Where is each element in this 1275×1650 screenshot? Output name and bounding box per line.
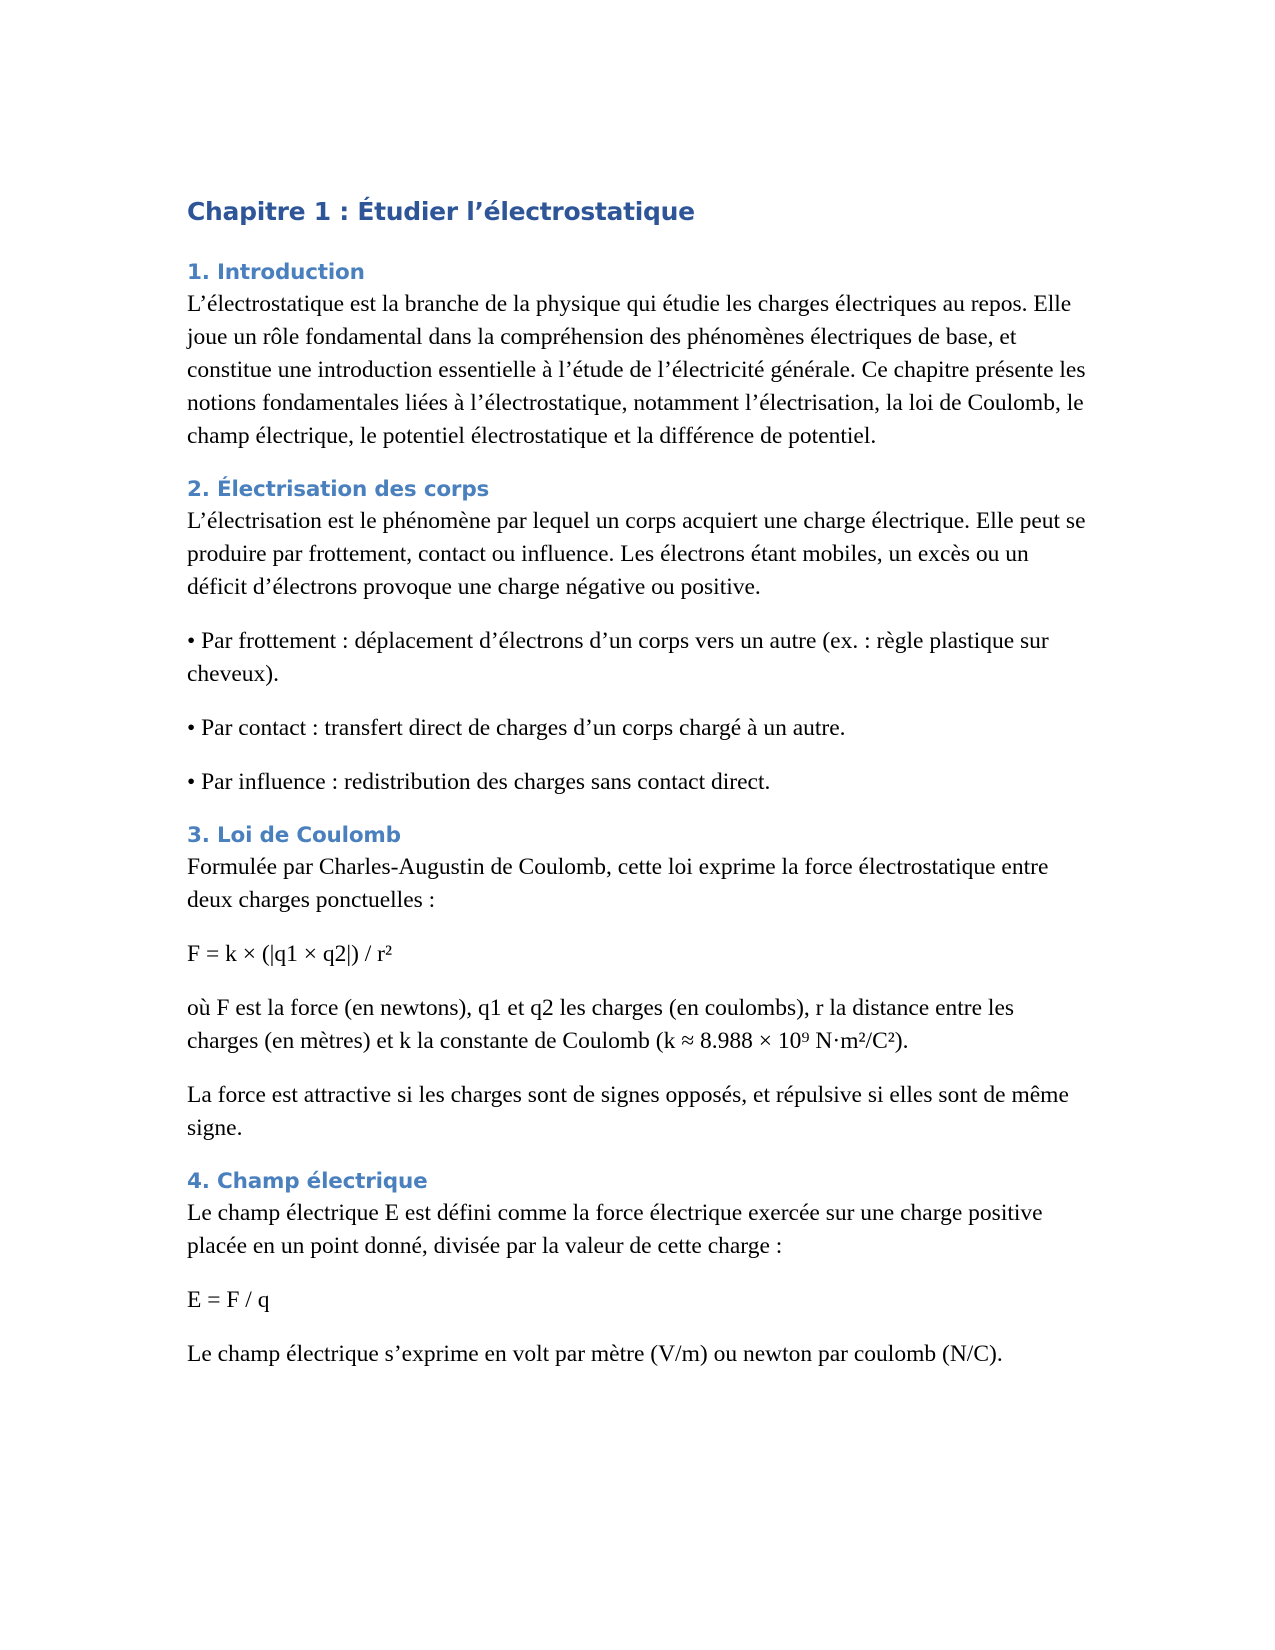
bullet-item: • Par influence : redistribution des charges sans contact direct.	[187, 769, 771, 795]
paragraph: Le champ électrique E est défini comme la force électrique exercée sur une charge positive placée en un point donné, divisée par la valeur de cette charge :	[187, 1200, 1043, 1259]
section-electrisation	[187, 474, 1087, 799]
paragraph: La force est attractive si les charges sont de signes opposés, et répulsive si elles sont de même signe.	[187, 1082, 1069, 1141]
paragraph: où F est la force (en newtons), q1 et q2 les charges (en coulombs), r la distance entre les charges (en mètres) et k la constante de Coulomb (k ≈ 8.988 × 10⁹ N·m²/C²).	[187, 995, 1015, 1054]
section-champ-electrique	[187, 1166, 1087, 1371]
section-introduction	[187, 257, 1087, 453]
formula: F = k × (|q1 × q2|) / r²	[187, 941, 393, 967]
section-heading: 3. Loi de Coulomb	[187, 823, 401, 848]
section-heading: 1. Introduction	[187, 260, 365, 285]
formula: E = F / q	[187, 1287, 270, 1313]
section-loi-de-coulomb	[187, 820, 1087, 1145]
bullet-item: • Par frottement : déplacement d’électrons d’un corps vers un autre (ex. : règle plastique sur cheveux).	[187, 628, 1049, 687]
section-heading: 2. Électrisation des corps	[187, 477, 490, 502]
section-heading: 4. Champ électrique	[187, 1169, 428, 1194]
paragraph: Formulée par Charles-Augustin de Coulomb, cette loi exprime la force électrostatique entre deux charges ponctuelles :	[187, 854, 1049, 913]
paragraph: L’électrisation est le phénomène par lequel un corps acquiert une charge électrique. Elle peut se produire par frottement, contact ou influence. Les électrons étant mobiles, un excès ou un déficit d’électrons provoque une charge négative ou positive.	[187, 508, 1086, 600]
bullet-item: • Par contact : transfert direct de charges d’un corps chargé à un autre.	[187, 715, 846, 741]
document-page	[187, 195, 1087, 1392]
chapter-title: Chapitre 1 : Étudier l’électrostatique	[187, 197, 695, 226]
paragraph: Le champ électrique s’exprime en volt par mètre (V/m) ou newton par coulomb (N/C).	[187, 1341, 1003, 1367]
paragraph: L’électrostatique est la branche de la physique qui étudie les charges électriques au repos. Elle joue un rôle fondamental dans la compréhension des phénomènes électriques de base, et constitue une introduction essentielle à l’étude de l’électricité générale. Ce chapitre présente les notions fondamentales liées à l’électrostatique, notamment l’électrisation, la loi de Coulomb, le champ électrique, le potentiel électrostatique et la différence de potentiel.	[187, 291, 1086, 449]
